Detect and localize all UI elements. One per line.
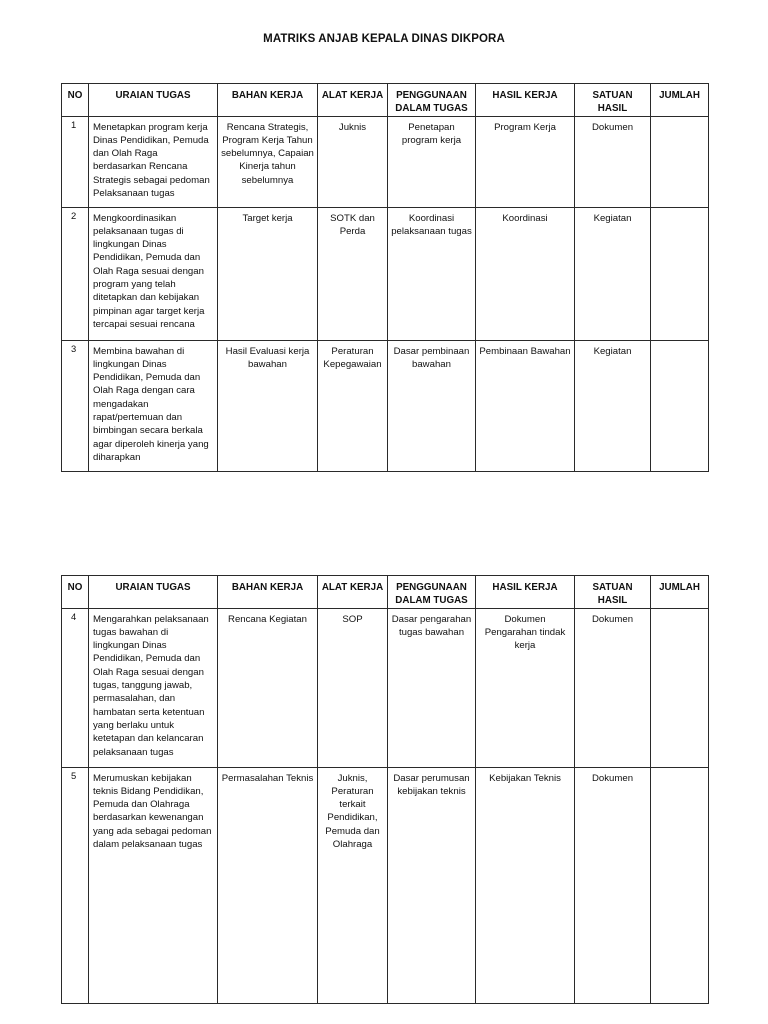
table-row	[62, 207, 709, 340]
header-bahan-kerja: BAHAN KERJA	[218, 84, 318, 117]
header-penggunaan-dalam-tugas: PENGGUNAAN DALAM TUGAS	[388, 84, 476, 117]
table-row	[62, 340, 709, 471]
alat-kerja-cell: Peraturan Kepegawaian	[318, 340, 388, 471]
bahan-kerja-cell: Target kerja	[218, 207, 318, 340]
matrix-table-1	[61, 83, 709, 472]
bahan-kerja-cell: Rencana Kegiatan	[218, 608, 318, 767]
hasil-kerja-cell: Kebijakan Teknis	[476, 767, 575, 1003]
uraian-tugas-cell: Merumuskan kebijakan teknis Bidang Pendidikan, Pemuda dan Olahraga berdasarkan kewenangan yang ada sebagai pedoman dalam pelaksanaan tugas	[89, 767, 218, 1003]
bahan-kerja-cell: Permasalahan Teknis	[218, 767, 318, 1003]
alat-kerja-cell: SOTK dan Perda	[318, 207, 388, 340]
row-number: 5	[62, 767, 89, 1003]
penggunaan-cell: Dasar pengarahan tugas bawahan	[388, 608, 476, 767]
bahan-kerja-cell: Hasil Evaluasi kerja bawahan	[218, 340, 318, 471]
row-number: 4	[62, 608, 89, 767]
penggunaan-cell: Dasar pembinaan bawahan	[388, 340, 476, 471]
jumlah-cell	[651, 340, 709, 471]
table-header-row	[62, 84, 709, 117]
table-row	[62, 767, 709, 1003]
header-uraian-tugas: URAIAN TUGAS	[89, 576, 218, 609]
jumlah-cell	[651, 608, 709, 767]
hasil-kerja-cell: Pembinaan Bawahan	[476, 340, 575, 471]
header-satuan-hasil: SATUAN HASIL	[575, 84, 651, 117]
satuan-hasil-cell: Dokumen	[575, 116, 651, 207]
satuan-hasil-cell: Dokumen	[575, 767, 651, 1003]
alat-kerja-cell: Juknis, Peraturan terkait Pendidikan, Pemuda dan Olahraga	[318, 767, 388, 1003]
row-number: 2	[62, 207, 89, 340]
uraian-tugas-cell: Menetapkan program kerja Dinas Pendidikan, Pemuda dan Olah Raga berdasarkan Rencana Strategis sebagai pedoman Pelaksanaan tugas	[89, 116, 218, 207]
header-penggunaan-dalam-tugas: PENGGUNAAN DALAM TUGAS	[388, 576, 476, 609]
satuan-hasil-cell: Dokumen	[575, 608, 651, 767]
jumlah-cell	[651, 207, 709, 340]
header-alat-kerja: ALAT KERJA	[318, 576, 388, 609]
penggunaan-cell: Penetapan program kerja	[388, 116, 476, 207]
uraian-tugas-cell: Membina bawahan di lingkungan Dinas Pendidikan, Pemuda dan Olah Raga dengan cara mengadakan rapat/pertemuan dan bimbingan secara berkala agar diperoleh kinerja yang diharapkan	[89, 340, 218, 471]
table-row	[62, 608, 709, 767]
header-bahan-kerja: BAHAN KERJA	[218, 576, 318, 609]
alat-kerja-cell: SOP	[318, 608, 388, 767]
header-no: NO	[62, 84, 89, 117]
satuan-hasil-cell: Kegiatan	[575, 340, 651, 471]
header-uraian-tugas: URAIAN TUGAS	[89, 84, 218, 117]
matrix-table-2	[61, 575, 709, 1004]
header-jumlah: JUMLAH	[651, 84, 709, 117]
penggunaan-cell: Dasar perumusan kebijakan teknis	[388, 767, 476, 1003]
satuan-hasil-cell: Kegiatan	[575, 207, 651, 340]
row-number: 3	[62, 340, 89, 471]
uraian-tugas-cell: Mengkoordinasikan pelaksanaan tugas di lingkungan Dinas Pendidikan, Pemuda dan Olah Raga sesuai dengan program yang telah ditetapkan dan kebijakan pimpinan agar target kerja tercapai sesuai rencana	[89, 207, 218, 340]
header-alat-kerja: ALAT KERJA	[318, 84, 388, 117]
jumlah-cell	[651, 767, 709, 1003]
header-no: NO	[62, 576, 89, 609]
jumlah-cell	[651, 116, 709, 207]
header-hasil-kerja: HASIL KERJA	[476, 576, 575, 609]
bahan-kerja-cell: Rencana Strategis, Program Kerja Tahun sebelumnya, Capaian Kinerja tahun sebelumnya	[218, 116, 318, 207]
row-number: 1	[62, 116, 89, 207]
alat-kerja-cell: Juknis	[318, 116, 388, 207]
header-satuan-hasil: SATUAN HASIL	[575, 576, 651, 609]
hasil-kerja-cell: Dokumen Pengarahan tindak kerja	[476, 608, 575, 767]
header-hasil-kerja: HASIL KERJA	[476, 84, 575, 117]
table-header-row	[62, 576, 709, 609]
header-jumlah: JUMLAH	[651, 576, 709, 609]
penggunaan-cell: Koordinasi pelaksanaan tugas	[388, 207, 476, 340]
uraian-tugas-cell: Mengarahkan pelaksanaan tugas bawahan di lingkungan Dinas Pendidikan, Pemuda dan Olah Raga sesuai dengan tugas, tanggung jawab, permasalahan, dan hambatan serta ketentuan yang berlaku untuk ketetapan dan kelancaran pelaksanaan tugas	[89, 608, 218, 767]
hasil-kerja-cell: Koordinasi	[476, 207, 575, 340]
page-title: MATRIKS ANJAB KEPALA DINAS DIKPORA	[263, 33, 505, 45]
hasil-kerja-cell: Program Kerja	[476, 116, 575, 207]
table-row	[62, 116, 709, 207]
